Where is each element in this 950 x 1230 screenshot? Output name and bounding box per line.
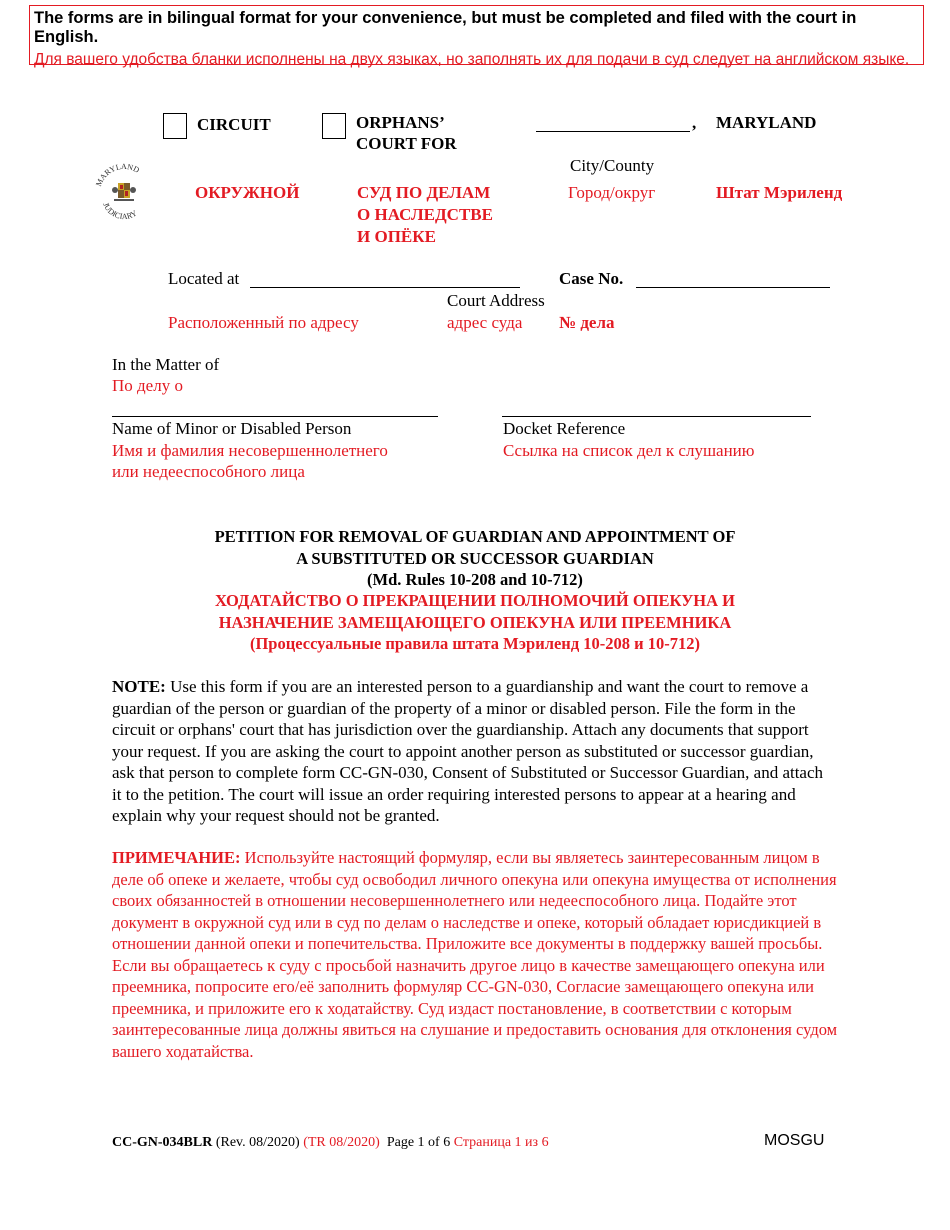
maryland-label: MARYLAND [716,113,817,132]
note-label: NOTE: [112,677,166,696]
notice-russian: Для вашего удобства бланки исполнены на двух языках, но заполнять их для подачи в суд следует на английском языке. [34,51,910,68]
page-number: Page 1 of 6 [386,1135,451,1150]
language-notice [29,5,924,68]
svg-text:MARYLAND [94,162,141,188]
maryland-judiciary-seal-icon [90,157,158,225]
minor-name-caption-ru-1: Имя и фамилия несовершеннолетнего [112,441,388,460]
orphans-label-ru-line1: СУД ПО ДЕЛАМ [357,183,491,202]
note-text-ru: Используйте настоящий формуляр, если вы являетесь заинтересованным лицом в деле об опеке и желаете, чтобы суд освободил личного опекуна или опекуна имущества от исполнения своих обязанностей в отношении несовершеннолетнего или недееспособного лица. Подайте этот документ в окружной суд или в суд по делам о наследстве и опеке, который обладает юрисдикцией в отношении данной опеки и попечительства. Приложите все документы в поддержку вашей просьбы. Если вы обращаетесь к суду с просьбой назначить другое лицо в качестве замещающего опекуна или преемника, попросите его/её заполнить формуляр CC-GN-030, Согласие замещающего опекуна или преемника, и приложите его к ходатайству. Суд издаст постановление, в соответствии с которым заинтересованные лица должны явиться на слушание и предоставить основания для отклонения судом вашего ходатайства. [112,848,838,1061]
court-address-caption-ru: адрес суда [447,313,523,332]
title-ru-line1: ХОДАТАЙСТВО О ПРЕКРАЩЕНИИ ПОЛНОМОЧИЙ ОПЕКУНА И [214,591,736,610]
case-no-label-ru: № дела [559,313,615,332]
in-matter-label: In the Matter of [112,355,220,374]
court-address-caption: Court Address [447,291,545,310]
comma: , [692,113,697,132]
form-id: CC-GN-034BLR [112,1135,213,1150]
note-label-ru: ПРИМЕЧАНИЕ: [112,848,241,867]
minor-name-caption: Name of Minor or Disabled Person [112,419,352,438]
title-en-line2: A SUBSTITUTED OR SUCCESSOR GUARDIAN [296,549,654,568]
translation-revision: (TR 08/2020) [303,1135,380,1150]
seal-top-text: MARYLAND [94,161,141,188]
form-code: MOSGU [764,1132,825,1149]
minor-name-caption-ru-2: или недееспособного лица [112,462,305,481]
city-county-caption: City/County [570,156,655,175]
seal-bottom-text: JUDICIARY [101,201,139,222]
case-no-label: Case No. [559,269,624,288]
notice-english: The forms are in bilingual format for your convenience, but must be completed and filed with the court in English. [34,9,857,46]
city-county-field[interactable] [536,131,690,132]
orphans-label-ru-line2: О НАСЛЕДСТВЕ [357,205,493,224]
title-en-line3: (Md. Rules 10-208 and 10-712) [367,570,583,589]
located-at-label: Located at [168,269,240,288]
title-en-line1: PETITION FOR REMOVAL OF GUARDIAN AND APPOINTMENT OF [214,527,736,546]
title-ru-line3: (Процессуальные правила штата Мэриленд 10-208 и 10-712) [249,634,701,653]
footer-info [112,1135,549,1151]
docket-reference-field[interactable] [502,416,811,417]
orphans-court-checkbox[interactable] [322,113,346,139]
orphans-label-ru-line3: И ОПЁКЕ [357,227,436,246]
circuit-label-ru: ОКРУЖНОЙ [195,183,300,202]
city-county-caption-ru: Город/округ [568,183,656,202]
located-at-label-ru: Расположенный по адресу [168,313,359,332]
circuit-court-checkbox[interactable] [163,113,187,139]
in-matter-label-ru: По делу о [112,376,183,395]
title-ru-line2: НАЗНАЧЕНИЕ ЗАМЕЩАЮЩЕГО ОПЕКУНА ИЛИ ПРЕЕМНИКА [218,613,732,632]
minor-name-field[interactable] [112,416,438,417]
circuit-label: CIRCUIT [197,115,271,134]
note-russian [112,847,852,1062]
maryland-label-ru: Штат Мэриленд [716,183,843,202]
note-english [112,676,832,827]
docket-reference-caption: Docket Reference [503,419,626,438]
orphans-label-line2: COURT FOR [356,134,457,153]
revision: (Rev. 08/2020) [215,1135,300,1150]
note-text: Use this form if you are an interested person to a guardianship and want the court to remove a guardian of the person or guardian of the property of a minor or disabled person. File the form in the circuit or orphans' court that has jurisdiction over the guardianship. Attach any documents that support your request. If you are asking the court to appoint another person as substituted or successor guardian, ask that person to complete form CC-GN-030, Consent of Substituted or Successor Guardian, and attach it to the petition. The court will issue an order requiring interested persons to appear at a hearing and explain why your request should not be granted. [112,677,824,825]
page-number-ru: Страница 1 из 6 [453,1135,549,1150]
svg-text:JUDICIARY [101,201,139,221]
case-no-field[interactable] [636,287,830,288]
docket-reference-caption-ru: Ссылка на список дел к слушанию [503,441,755,460]
orphans-label-line1: ORPHANS’ [356,113,445,132]
court-address-field[interactable] [250,287,520,288]
